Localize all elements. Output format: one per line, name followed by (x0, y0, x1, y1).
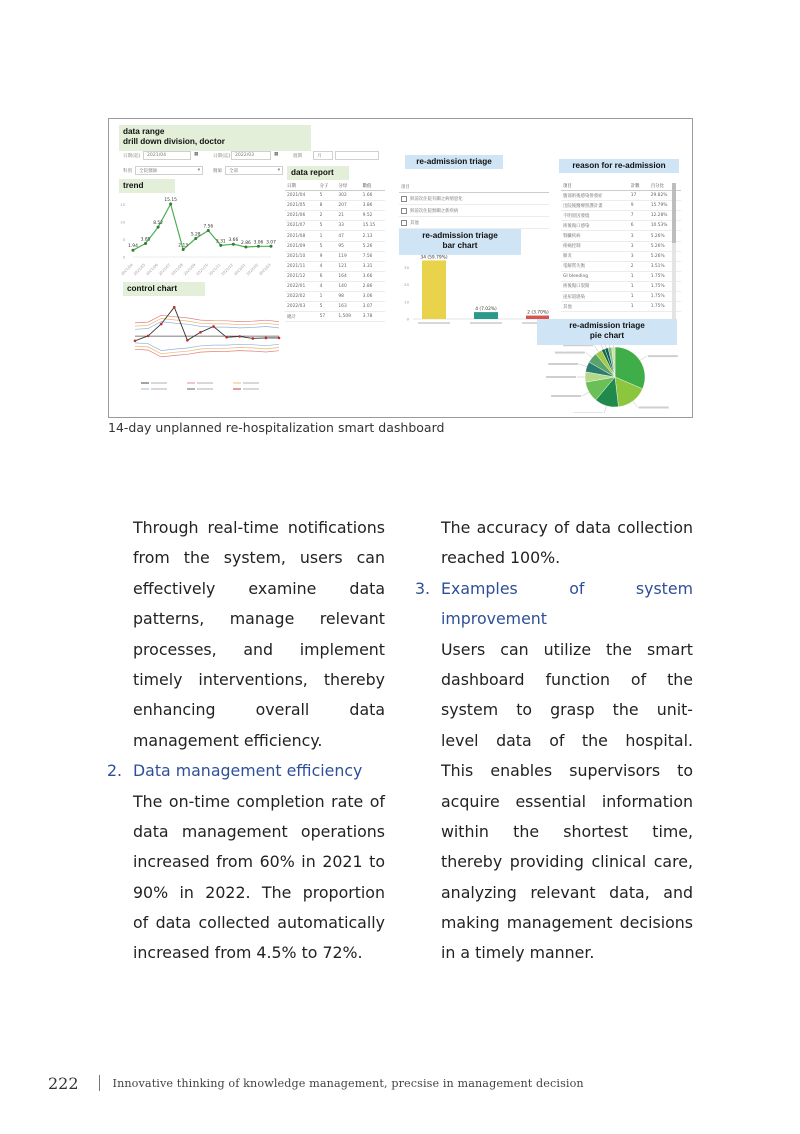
right-column (415, 513, 693, 969)
pie-label-placeholder (639, 406, 669, 408)
table-row (561, 241, 681, 251)
text-line: within the shortest time, (441, 821, 693, 841)
table-cell: 2021/12 (285, 271, 318, 281)
callout-text: bar chart (442, 241, 478, 250)
table-row (285, 231, 385, 241)
table-header: 日期 (285, 181, 318, 191)
trend-data-label: 1.94 (128, 244, 138, 250)
table-cell: 3 (629, 241, 649, 251)
text-line: data management operations (133, 821, 385, 841)
x-tick-label-placeholder (470, 322, 502, 324)
table-cell: 7.56 (361, 251, 385, 261)
checkbox[interactable] (401, 220, 407, 226)
text-line: management efficiency. (133, 730, 323, 750)
text-line: from the system, users can (133, 548, 385, 568)
paragraph (441, 635, 693, 969)
pie-leader-line (604, 406, 606, 413)
table-row (285, 281, 385, 291)
table-cell: 2021/08 (285, 231, 318, 241)
table-row (561, 292, 681, 302)
legend-text-placeholder (243, 382, 259, 384)
control-limit-line (135, 349, 279, 357)
table-cell: 不明原因發燒 (561, 211, 629, 221)
data-report-table (285, 181, 385, 322)
table-cell: 1 (629, 271, 649, 281)
trend-data-label: 3.06 (253, 240, 264, 246)
callout-text: data range (123, 127, 165, 136)
table-cell: 15.15 (361, 221, 385, 231)
table-cell: 95 (336, 241, 360, 251)
triage-pie-chart (469, 333, 689, 413)
page-footer (48, 1072, 584, 1094)
checkbox[interactable] (401, 208, 407, 214)
table-cell: 2021/04 (285, 191, 318, 201)
bar-data-label: 2 (3.70%) (527, 310, 549, 316)
start-date-input[interactable]: 2021/04 (143, 151, 191, 160)
period-label: 週期 (293, 154, 303, 159)
trend-data-label: 8.52 (153, 221, 163, 227)
control-limit-line (135, 346, 279, 354)
table-cell: 疼痛控制 (561, 241, 629, 251)
text-line: in a timely manner. (441, 943, 595, 963)
chevron-down-icon: ▾ (277, 168, 280, 173)
table-header: 百分比 (649, 181, 681, 191)
pie-leader-line (579, 364, 587, 367)
callout-trend (119, 179, 175, 193)
callout-triage (405, 155, 503, 169)
table-header: 分母 (336, 181, 360, 191)
table-row (285, 191, 385, 201)
table-cell: 15.79% (649, 201, 681, 211)
table-cell: 5 (318, 191, 337, 201)
callout-text: trend (123, 181, 144, 190)
table-cell: 9 (318, 251, 337, 261)
paragraph (133, 787, 385, 969)
trend-data-label: 5.28 (190, 232, 201, 238)
table-cell: 5 (318, 241, 337, 251)
scrollbar[interactable] (672, 183, 676, 321)
table-cell: 腎臟疾病 (561, 231, 629, 241)
table-cell: 2021/05 (285, 201, 318, 211)
table-cell: 140 (336, 281, 360, 291)
section-heading: improvement (441, 609, 547, 629)
control-limit-line (135, 343, 279, 351)
table-cell: 2022/03 (285, 302, 318, 312)
table-cell: 3.06 (361, 292, 385, 302)
callout-text: re-admission triage (422, 231, 498, 240)
callout-data-range (119, 125, 311, 151)
pie-label-placeholder (546, 376, 576, 378)
class-select[interactable]: 全院醫師 ▾ (135, 166, 203, 175)
table-cell: 121 (336, 261, 360, 271)
table-cell: 3.86 (361, 201, 385, 211)
table-cell: 10.53% (649, 221, 681, 231)
control-point (173, 306, 176, 309)
table-row (285, 201, 385, 211)
text-line: making management decisions (441, 913, 693, 933)
triage-bar-chart (399, 251, 549, 331)
table-cell: 4 (318, 261, 337, 271)
control-point (225, 336, 228, 339)
text-line: Through real-time notifications (133, 518, 385, 537)
table-cell: 2021/07 (285, 221, 318, 231)
reason-table (561, 181, 681, 321)
table-cell: 29.82% (649, 191, 681, 201)
table-cell: 4 (318, 281, 337, 291)
text-line: timely interventions, thereby (133, 669, 385, 689)
callout-bar-chart (399, 229, 521, 255)
y-tick-label: 10 (404, 299, 409, 305)
table-cell: 3.31 (361, 261, 385, 271)
table-row (561, 191, 681, 201)
table-cell: 1 (629, 292, 649, 302)
search-input[interactable] (335, 151, 379, 160)
period-select[interactable]: 月 (313, 151, 333, 160)
bar-data-label: 4 (7.02%) (475, 307, 497, 313)
x-tick-label: 2021/12 (220, 262, 235, 277)
x-tick-label: 2021/05 (132, 262, 147, 277)
table-cell: 2 (318, 211, 337, 221)
pie-label-placeholder (551, 395, 581, 397)
list-number: 3. (415, 578, 431, 598)
triage-header: 項目 (401, 184, 410, 190)
legend-text-placeholder (243, 388, 259, 390)
table-cell: 3 (629, 251, 649, 261)
x-tick-label: 2022/02 (245, 262, 260, 277)
text-line: patterns, manage relevant (133, 609, 385, 629)
table-cell: 57 (318, 312, 337, 322)
x-tick-label: 2021/09 (183, 262, 197, 277)
control-point (147, 335, 150, 338)
legend-text-placeholder (151, 388, 167, 390)
bar (474, 312, 498, 319)
triage-option: 與前次住院無關之新疾病 (410, 208, 459, 214)
left-column (107, 513, 385, 969)
y-tick-label: 30 (404, 264, 409, 270)
running-title: Innovative thinking of knowledge management, precsise in management decision (112, 1076, 584, 1090)
table-row (285, 221, 385, 231)
table-cell: 21 (336, 211, 360, 221)
triage-options (399, 181, 549, 229)
callout-text: control chart (127, 284, 178, 293)
table-cell: 腹部術後感染併發症 (561, 191, 629, 201)
trend-data-label: 2.86 (241, 240, 251, 246)
text-line: processes, and implement (133, 639, 385, 659)
table-cell: 其他 (561, 302, 629, 312)
table-cell: 3 (629, 231, 649, 241)
table-cell: 5.26% (649, 231, 681, 241)
y-tick-label: 10 (120, 219, 125, 225)
pie-leader-line (594, 345, 598, 352)
footer-divider (99, 1075, 100, 1091)
table-row (561, 302, 681, 312)
table-cell: 2.13 (361, 231, 385, 241)
callout-control-chart (123, 282, 205, 296)
table-row (561, 281, 681, 291)
pie-leader-line (640, 356, 647, 360)
text-line: reached 100%. (441, 548, 561, 568)
table-row (561, 271, 681, 281)
table-cell: 3.07 (361, 302, 385, 312)
table-row (285, 271, 385, 281)
x-tick-label: 2021/07 (157, 262, 172, 277)
x-tick-label: 2021/08 (170, 262, 184, 277)
table-cell: 1 (629, 281, 649, 291)
text-line: The accuracy of data collection (441, 518, 693, 537)
text-line: analyzing relevant data, and (441, 882, 693, 902)
table-cell: 1.75% (649, 302, 681, 312)
table-cell: 3.51% (649, 261, 681, 271)
x-tick-label-placeholder (418, 322, 450, 324)
control-limit-line (135, 319, 279, 327)
y-tick-label: 0 (122, 254, 125, 260)
table-cell: 2.86 (361, 281, 385, 291)
table-row (285, 302, 385, 312)
callout-pie-chart (537, 319, 677, 345)
trend-chart (119, 191, 277, 281)
checkbox[interactable] (401, 196, 407, 202)
table-cell: 2022/02 (285, 292, 318, 302)
table-cell: 1 (318, 231, 337, 241)
callout-text: re-admission triage (416, 157, 492, 166)
pie-leader-line (586, 353, 592, 358)
text-line: effectively examine data (133, 578, 385, 598)
text-line: level data of the hospital. (441, 730, 693, 750)
table-cell: 207 (336, 201, 360, 211)
section-heading: Data management efficiency (133, 761, 363, 781)
callout-text: reason for re-admission (572, 161, 666, 170)
pie-leader-line (633, 401, 638, 407)
table-cell: 1.75% (649, 281, 681, 291)
table-cell: 術後傷口裂開 (561, 281, 629, 291)
table-cell: 1,509 (336, 312, 360, 322)
y-tick-label: 5 (122, 237, 125, 242)
table-cell: 164 (336, 271, 360, 281)
table-header-row (285, 181, 385, 191)
text-line: Users can utilize the smart (441, 639, 693, 659)
class-label: 科別 (123, 169, 133, 174)
table-cell: 6 (318, 271, 337, 281)
section-heading: Examples of system (441, 578, 693, 598)
text-line: 90% in 2022. The proportion (133, 882, 385, 902)
control-point (238, 335, 241, 338)
table-cell: 1.75% (649, 292, 681, 302)
x-tick-label: 2021/11 (208, 262, 222, 277)
x-tick-label: 2021/06 (145, 262, 159, 277)
table-row (285, 261, 385, 271)
table-cell: 6 (629, 221, 649, 231)
table-row (561, 261, 681, 271)
table-cell: 2021/09 (285, 241, 318, 251)
text-line: system to grasp the unit- (441, 700, 693, 720)
table-cell: 8 (318, 201, 337, 211)
doctor-select[interactable]: 全部 ▾ (225, 166, 283, 175)
trend-data-label: 3.66 (228, 238, 239, 244)
table-cell: 163 (336, 302, 360, 312)
control-point (278, 337, 281, 340)
control-point (134, 339, 137, 342)
table-cell: 5.26 (361, 241, 385, 251)
callout-text: drill down division, doctor (123, 137, 225, 146)
y-tick-label: 0 (406, 316, 409, 322)
pie-label-placeholder (555, 352, 585, 354)
bar (422, 260, 446, 319)
trend-data-label: 2.13 (178, 243, 189, 249)
page-number: 222 (48, 1073, 79, 1093)
table-cell: 術後傷口感染 (561, 221, 629, 231)
list-item-3 (415, 574, 693, 969)
start-date-label: 日期(起) (123, 154, 141, 159)
table-cell: 1.75% (649, 271, 681, 281)
triage-option: 與前次住院有關之病情惡化 (410, 196, 463, 202)
list-item-2 (107, 756, 385, 969)
paragraph (441, 513, 693, 574)
callout-text: data report (291, 168, 334, 177)
table-cell: 2021/11 (285, 261, 318, 271)
text-line: increased from 60% in 2021 to (133, 852, 385, 872)
text-line: enhancing overall data (133, 700, 385, 720)
legend-text-placeholder (151, 382, 167, 384)
callout-text: pie chart (589, 331, 625, 340)
end-date-label: 日期(迄) (213, 154, 231, 159)
triage-option: 其他 (410, 220, 419, 226)
table-cell: 33 (336, 221, 360, 231)
pie-label-placeholder (573, 412, 603, 413)
x-tick-label: 2021/04 (120, 262, 134, 277)
paragraph (133, 513, 385, 756)
table-cell: 1 (318, 292, 337, 302)
table-row (561, 231, 681, 241)
table-cell: 總計 (285, 312, 318, 322)
table-header: 計數 (629, 181, 649, 191)
text-line: increased from 4.5% to 72%. (133, 943, 363, 963)
table-cell: 119 (336, 251, 360, 261)
table-cell: 302 (336, 191, 360, 201)
table-cell: GI bleeding (561, 271, 629, 281)
dashboard-screenshot (108, 118, 693, 418)
trend-data-label: 15.15 (164, 197, 177, 203)
table-header: 項目 (561, 181, 629, 191)
table-cell: 7 (629, 211, 649, 221)
control-point (212, 325, 215, 328)
table-cell: 肺炎 (561, 251, 629, 261)
text-line: This enables supervisors to (441, 761, 693, 781)
trend-data-label: 3.85 (140, 237, 151, 243)
table-row (285, 312, 385, 322)
text-line: of data collected automatically (133, 913, 385, 933)
control-point (265, 337, 268, 340)
list-number: 2. (107, 761, 123, 781)
bar-data-label: 34 (59.79%) (420, 255, 448, 261)
table-row (561, 211, 681, 221)
callout-text: re-admission triage (569, 321, 645, 330)
x-tick-label: 2021/10 (195, 262, 209, 277)
text-line: thereby providing clinical care, (441, 852, 693, 872)
table-row (561, 201, 681, 211)
text-line: acquire essential information (441, 791, 693, 811)
doctor-label: 醫師 (213, 169, 223, 174)
control-point (252, 337, 255, 340)
table-cell: 9 (629, 201, 649, 211)
table-cell: 2 (629, 261, 649, 271)
table-cell: 3.66 (361, 271, 385, 281)
pie-leader-line (582, 392, 589, 396)
callout-data-report (287, 166, 349, 180)
table-cell: 17 (629, 191, 649, 201)
table-row (561, 251, 681, 261)
table-cell: 3.78 (361, 312, 385, 322)
table-cell: 12.28% (649, 211, 681, 221)
table-cell: 1 (629, 302, 649, 312)
control-point (199, 331, 202, 334)
pie-label-placeholder (648, 355, 678, 357)
table-cell: 電解質失衡 (561, 261, 629, 271)
legend-text-placeholder (197, 388, 213, 390)
table-header: 分子 (318, 181, 337, 191)
text-line: The on-time completion rate of (133, 791, 385, 811)
control-point (186, 339, 189, 342)
chevron-down-icon: ▾ (197, 168, 200, 173)
x-tick-label: 2022/03 (258, 262, 272, 277)
table-cell: 5.26% (649, 241, 681, 251)
table-header: 數值 (361, 181, 385, 191)
table-cell: 9.52 (361, 211, 385, 221)
table-row (285, 211, 385, 221)
x-tick-label: 2022/01 (233, 262, 247, 277)
control-chart (119, 291, 284, 403)
text-line: dashboard function of the (441, 669, 693, 689)
table-row (561, 221, 681, 231)
table-cell: 47 (336, 231, 360, 241)
legend-text-placeholder (197, 382, 213, 384)
table-cell: 出院後醫療照護計畫 (561, 201, 629, 211)
trend-data-label: 7.56 (203, 224, 214, 230)
table-cell: 1.66 (361, 191, 385, 201)
table-cell: 2022/01 (285, 281, 318, 291)
control-limit-line (135, 315, 279, 323)
calendar-icon[interactable]: ▦ (274, 152, 279, 157)
table-row (285, 292, 385, 302)
pie-label-placeholder (548, 363, 578, 365)
table-cell: 5.26% (649, 251, 681, 261)
control-point (160, 323, 163, 326)
table-cell: 98 (336, 292, 360, 302)
trend-data-label: 3.31 (215, 239, 226, 245)
trend-data-label: 3.07 (266, 240, 276, 246)
figure-caption: 14-day unplanned re-hospitalization smart dashboard (108, 420, 445, 435)
table-cell: 泌尿道感染 (561, 292, 629, 302)
end-date-input[interactable]: 2022/03 (231, 151, 271, 160)
table-cell: 2021/06 (285, 211, 318, 221)
table-header-row (561, 181, 681, 191)
callout-reason (559, 159, 679, 173)
table-row (285, 241, 385, 251)
calendar-icon[interactable]: ▦ (194, 152, 199, 157)
y-tick-label: 15 (120, 202, 125, 207)
table-cell: 2021/10 (285, 251, 318, 261)
table-cell: 5 (318, 302, 337, 312)
table-row (285, 251, 385, 261)
table-cell: 5 (318, 221, 337, 231)
y-tick-label: 20 (404, 282, 409, 288)
